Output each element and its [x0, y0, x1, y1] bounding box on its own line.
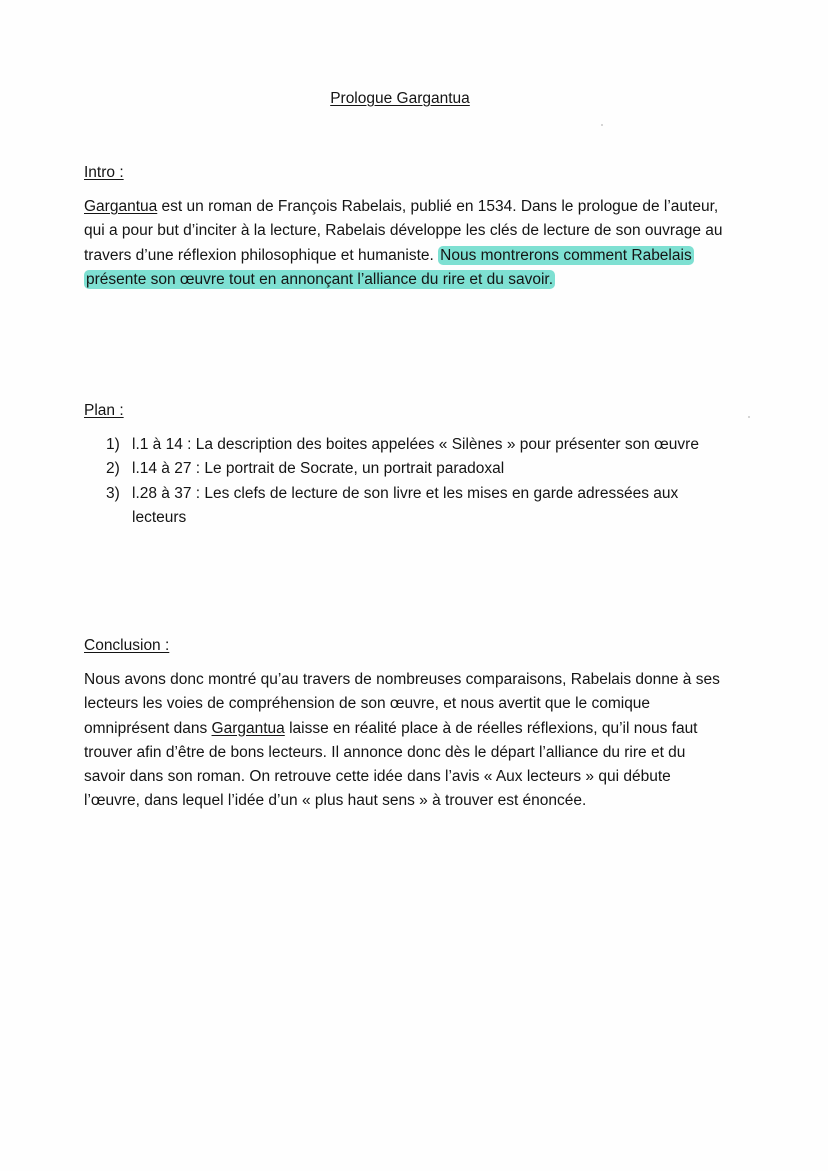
- intro-text: est un roman de François Rabelais, publié en 1534. Dans le prologue de l’auteur, qui a pour but d’inciter à la lecture, Rabelais développe les clés de lecture de son ouvrage au travers d’une réflexion philosophique et humaniste.: [84, 198, 723, 264]
- scan-speck: [748, 416, 750, 418]
- conclusion-text-before: Nous avons donc montré qu’au travers de nombreuses comparaisons, Rabelais donne à ses lecteurs les voies de compréhension de son œuvre, et nous avertit que le comique omniprésent dans: [84, 671, 720, 737]
- plan-item: [106, 482, 716, 531]
- plan-item-text: l.28 à 37 : Les clefs de lecture de son livre et les mises en garde adressées aux lecteurs: [132, 484, 679, 526]
- intro-work-title: Gargantua: [84, 198, 158, 215]
- document-title: Prologue Gargantua: [330, 90, 470, 107]
- plan-item-number: 2): [106, 460, 120, 478]
- conclusion-work-title: Gargantua: [211, 719, 285, 737]
- plan-item-number: 3): [106, 484, 120, 502]
- plan-list: [106, 433, 716, 530]
- plan-item: [106, 457, 716, 481]
- plan-item: [106, 433, 716, 457]
- intro-heading: Intro :: [84, 164, 124, 181]
- conclusion-paragraph: [84, 668, 724, 814]
- intro-paragraph: [84, 195, 724, 292]
- conclusion-text-after: laisse en réalité place à de réelles réflexions, qu’il nous faut trouver afin d’être de bons lecteurs. Il annonce donc dès le départ l’alliance du rire et du savoir dans son roman. On retrouve cette idée dans l’avis « Aux lecteurs » qui débute l’œuvre, dans lequel l’idée d’un « plus haut sens » à trouver est énoncée.: [84, 719, 698, 810]
- intro-highlighted-thesis: Nous montrerons comment Rabelais présente son œuvre tout en annonçant l’alliance du rire et du savoir.: [86, 246, 692, 288]
- scan-speck: [601, 124, 603, 126]
- plan-item-text: l.14 à 27 : Le portrait de Socrate, un portrait paradoxal: [132, 460, 505, 478]
- plan-item-number: 1): [106, 436, 120, 453]
- plan-heading: Plan :: [84, 402, 124, 419]
- conclusion-heading: Conclusion :: [84, 637, 170, 654]
- plan-item-text: l.1 à 14 : La description des boites appelées « Silènes » pour présenter son œuvre: [132, 436, 699, 453]
